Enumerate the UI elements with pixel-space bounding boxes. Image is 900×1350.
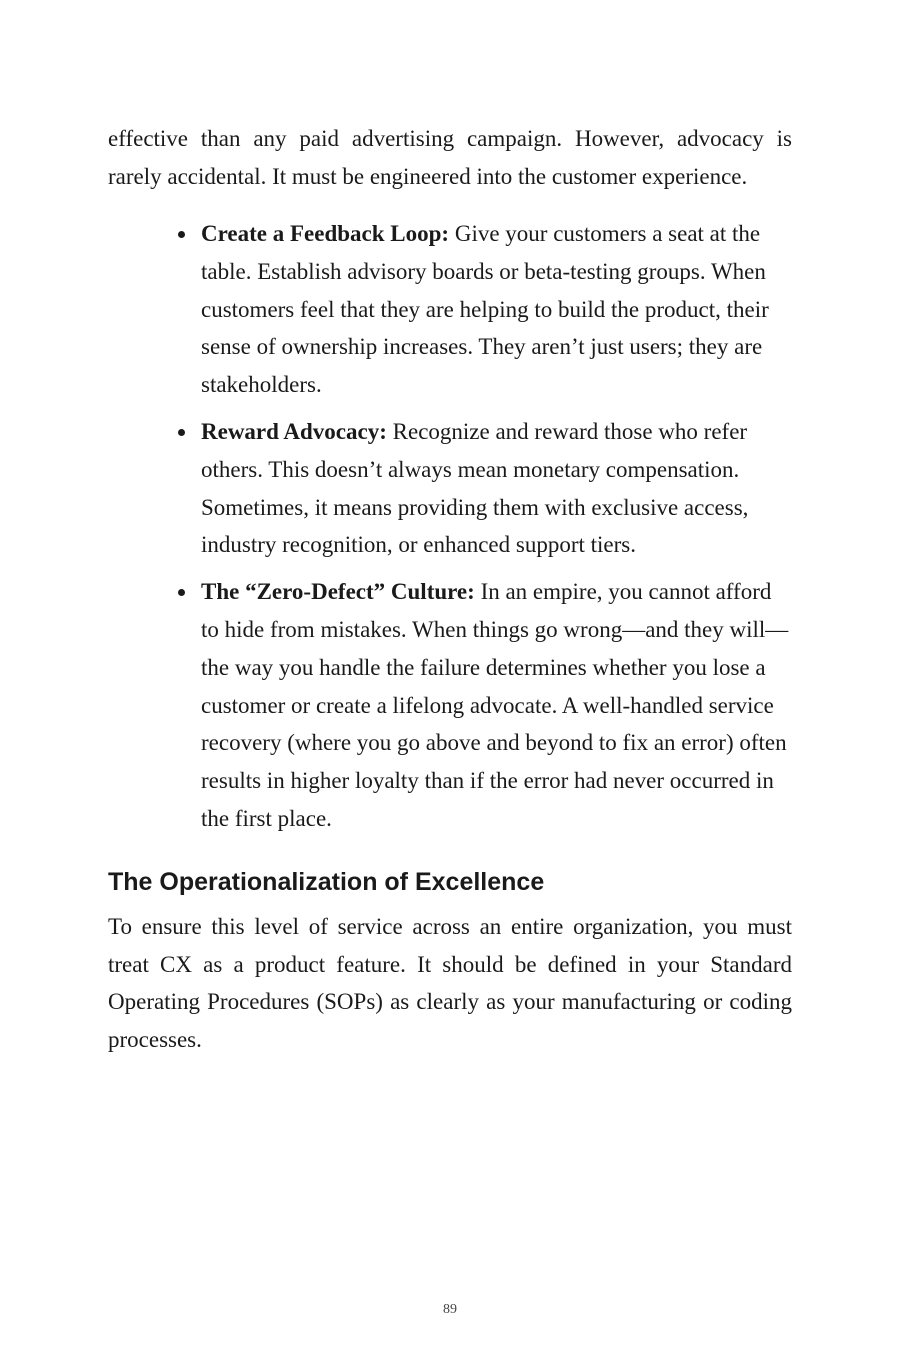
bullet-text: Give your customers a seat at the table. Establish advisory boards or beta-testing groups. When customers feel that they are helping to build the product, their sense of ownership increases. They aren’t just users; they are stakeholders. xyxy=(201,221,769,398)
bullet-text: In an empire, you cannot afford to hide from mistakes. When things go wrong—and they will—the way you handle the failure determines whether you lose a customer or create a lifelong advocate. A well-handled service recovery (where you go above and beyond to fix an error) often results in higher loyalty than if the error had never occurred in the first place. xyxy=(201,579,789,831)
bullet-title: Reward Advocacy: xyxy=(201,418,387,444)
bullet-icon xyxy=(178,589,185,596)
list-item xyxy=(201,413,792,564)
bullet-icon xyxy=(178,231,185,238)
page-content xyxy=(108,120,792,1059)
bullet-text: Recognize and reward those who refer others. This doesn’t always mean monetary compensation. Sometimes, it means providing them with exclusive access, industry recognition, or enhanced support tiers. xyxy=(201,418,749,558)
list-item xyxy=(201,573,792,838)
section-heading: The Operationalization of Excellence xyxy=(108,867,545,896)
page-number: 89 xyxy=(443,1302,457,1317)
bullet-title: Create a Feedback Loop: xyxy=(201,221,450,246)
bullet-icon xyxy=(178,429,185,436)
list-item xyxy=(201,215,792,404)
closing-paragraph: To ensure this level of service across an entire organization, you must treat CX as a product feature. It should be defined in your Standard Operating Procedures (SOPs) as clearly as your manufacturing or coding processes. xyxy=(108,913,792,1053)
intro-paragraph: effective than any paid advertising campaign. However, advocacy is rarely accidental. It must be engineered into the customer experience. xyxy=(108,126,792,189)
bullet-list xyxy=(108,215,792,838)
bullet-title: The “Zero-Defect” Culture: xyxy=(201,579,475,605)
